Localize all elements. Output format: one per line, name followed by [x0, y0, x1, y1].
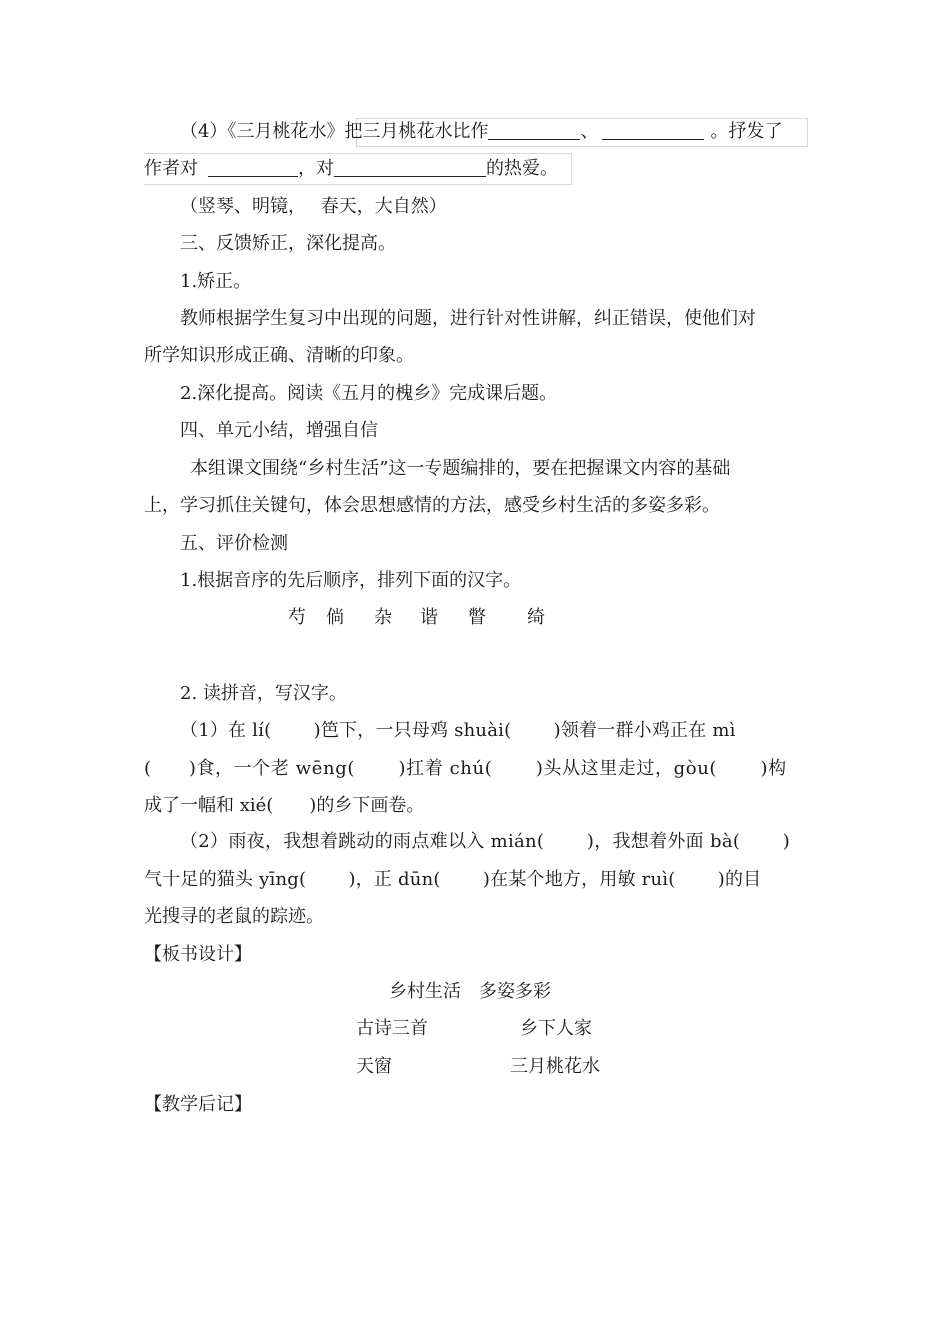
section5-q1: 1.根据音序的先后顺序，排列下面的汉字。: [180, 570, 522, 591]
pinyin-p1-line2: ( )食，一个老 wēng( )扛着 chú( )头从这里走过，gòu( )构: [144, 758, 787, 779]
section3-para2: 所学知识形成正确、清晰的印象。: [144, 345, 414, 366]
section5-q2: 2. 读拼音，写汉字。: [180, 683, 347, 704]
char-item: 绮: [527, 607, 545, 628]
board-row1-col1: 古诗三首: [356, 1018, 428, 1039]
pinyin-p1-line3: 成了一幅和 xié( )的乡下画卷。: [144, 795, 425, 816]
pinyin-p2-line2: 气十足的猫头 yīng( )，正 dūn( )在某个地方，用敏 ruì( )的目: [144, 869, 762, 890]
q4-prompt: 把三月桃花水比作: [344, 121, 489, 142]
char-item: 杂: [374, 607, 392, 628]
section4-para2: 上，学习抓住关键句，体会思想感情的方法，感受乡村生活的多姿多彩。: [144, 495, 720, 516]
q4-line2-mid: ，对: [298, 158, 334, 179]
q4-line2-end: 的热爱。: [486, 158, 558, 179]
pinyin-p2-line3: 光搜寻的老鼠的踪迹。: [144, 906, 324, 927]
blank-1[interactable]: [488, 121, 580, 140]
char-item: 谐: [420, 607, 438, 628]
char-item: 芍: [288, 607, 306, 628]
q4-separator: 、: [580, 121, 599, 142]
board-row2-col2: 三月桃花水: [510, 1056, 600, 1077]
board-title: 乡村生活 多姿多彩: [389, 981, 551, 1002]
q4-line2: [144, 158, 558, 180]
section5-title: 五、评价检测: [180, 533, 288, 554]
pinyin-p2-line1: （2）雨夜，我想着跳动的雨点难以入 mián( )，我想着外面 bà( ): [180, 831, 791, 852]
blank-3[interactable]: [208, 158, 298, 177]
postscript-heading: 【教学后记】: [144, 1094, 252, 1115]
section4-para1: 本组课文围绕“乡村生活”这一专题编排的，要在把握课文内容的基础: [190, 458, 731, 479]
q4-title: （4）《三月桃花水》: [180, 121, 345, 142]
section4-title: 四、单元小结，增强自信: [180, 420, 378, 441]
pinyin-p1-line1: （1）在 lí( )笆下，一只母鸡 shuài( )领着一群小鸡正在 mì: [180, 720, 736, 741]
section3-title: 三、反馈矫正，深化提高。: [180, 233, 396, 254]
section3-item2: 2.深化提高。阅读《五月的槐乡》完成课后题。: [180, 383, 558, 404]
section3-item1: 1.矫正。: [180, 271, 252, 292]
q4-line1-end: 。抒发了: [710, 121, 783, 142]
board-row2-col1: 天窗: [356, 1056, 392, 1077]
section3-para1: 教师根据学生复习中出现的问题，进行针对性讲解，纠正错误，使他们对: [180, 308, 756, 329]
blank-4[interactable]: [334, 158, 486, 177]
answer-key: （竖琴、明镜， 春天，大自然）: [180, 196, 447, 217]
board-row1-col2: 乡下人家: [520, 1018, 592, 1039]
q4-line1: [180, 121, 782, 143]
board-heading: 【板书设计】: [144, 944, 252, 965]
q4-line2-start: 作者对: [144, 158, 198, 179]
char-item: 倘: [326, 607, 344, 628]
char-item: 瞥: [468, 607, 486, 628]
blank-2[interactable]: [602, 121, 704, 140]
